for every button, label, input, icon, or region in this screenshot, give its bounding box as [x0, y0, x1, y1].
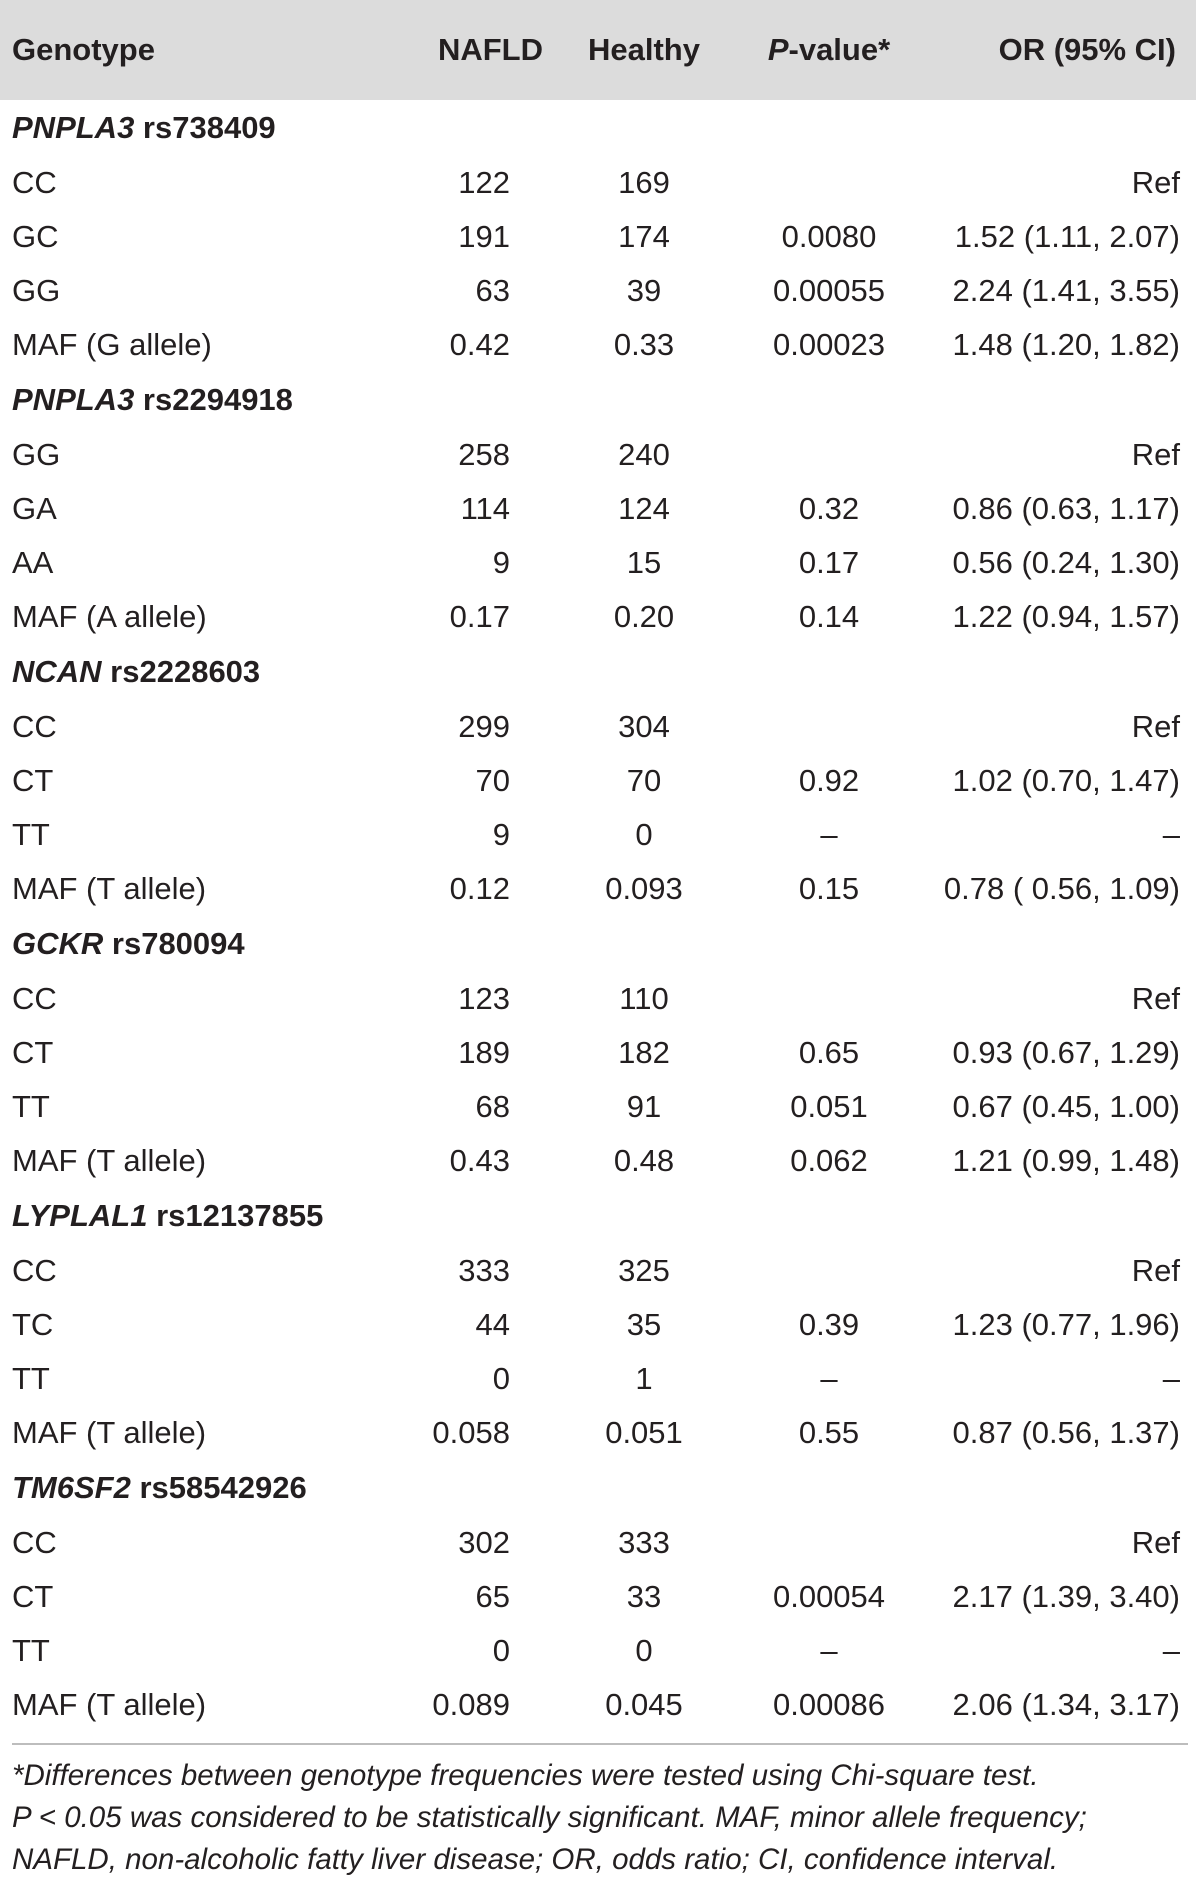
- snp-id: rs12137855: [147, 1198, 324, 1233]
- nafld-cell: 0.17: [449, 599, 510, 634]
- pvalue-cell: 0.32: [798, 491, 860, 526]
- pvalue-cell: 0.39: [798, 1307, 860, 1342]
- header-healthy: Healthy: [588, 32, 700, 67]
- section-header-row: [0, 1188, 1196, 1244]
- nafld-cell: 63: [475, 273, 510, 308]
- section-header-row: [0, 100, 1196, 156]
- nafld-cell: 70: [475, 763, 510, 798]
- pvalue-cell: 0.55: [798, 1415, 860, 1450]
- table-row: [0, 428, 1196, 482]
- healthy-cell: 0.093: [605, 871, 683, 906]
- or-cell: 1.23 (0.77, 1.96): [952, 1307, 1180, 1342]
- healthy-cell: 15: [626, 545, 662, 580]
- pvalue-cell: 0.14: [798, 599, 860, 634]
- table-row: [0, 1352, 1196, 1406]
- gene-name: PNPLA3: [12, 382, 135, 417]
- genotype-cell: MAF (A allele): [12, 599, 207, 634]
- healthy-cell: 333: [618, 1525, 670, 1560]
- table-row: [0, 156, 1196, 210]
- or-cell: 1.22 (0.94, 1.57): [952, 599, 1180, 634]
- genotype-cell: CC: [12, 1253, 57, 1288]
- or-cell: 1.52 (1.11, 2.07): [954, 219, 1180, 254]
- nafld-cell: 333: [458, 1253, 510, 1288]
- genotype-cell: TC: [12, 1307, 54, 1342]
- or-cell: 0.56 (0.24, 1.30): [952, 545, 1180, 580]
- genotype-cell: TT: [12, 1361, 50, 1396]
- genotype-cell: GA: [12, 491, 57, 526]
- section-title: [0, 1188, 1196, 1244]
- or-cell: Ref: [1131, 981, 1180, 1016]
- section-header-row: [0, 372, 1196, 428]
- table-body: [0, 100, 1196, 1732]
- nafld-cell: 0.42: [449, 327, 510, 362]
- nafld-cell: 302: [458, 1525, 510, 1560]
- healthy-cell: 110: [619, 981, 669, 1016]
- gene-name: GCKR: [12, 926, 104, 961]
- healthy-cell: 182: [618, 1035, 670, 1070]
- table-row: [0, 862, 1196, 916]
- genotype-cell: TT: [12, 817, 50, 852]
- healthy-cell: 91: [626, 1089, 662, 1124]
- or-cell: 0.67 (0.45, 1.00): [952, 1089, 1180, 1124]
- or-cell: Ref: [1131, 165, 1180, 200]
- table-row: [0, 318, 1196, 372]
- nafld-cell: 189: [458, 1035, 510, 1070]
- healthy-cell: 33: [626, 1579, 662, 1614]
- healthy-cell: 304: [618, 709, 670, 744]
- nafld-cell: 9: [492, 545, 510, 580]
- table-row: [0, 1134, 1196, 1188]
- section-title: [0, 1460, 1196, 1516]
- or-cell: 1.02 (0.70, 1.47): [952, 763, 1180, 798]
- healthy-cell: 1: [635, 1361, 653, 1396]
- or-cell: Ref: [1131, 437, 1180, 472]
- table-row: [0, 754, 1196, 808]
- genotype-cell: MAF (T allele): [12, 1687, 207, 1722]
- healthy-cell: 240: [618, 437, 670, 472]
- healthy-cell: 325: [618, 1253, 670, 1288]
- table-row: [0, 1244, 1196, 1298]
- genotype-cell: AA: [12, 545, 54, 580]
- healthy-cell: 124: [618, 491, 670, 526]
- table-row: [0, 210, 1196, 264]
- table-row: [0, 590, 1196, 644]
- header-row: [0, 0, 1196, 100]
- section-title: [0, 100, 1196, 156]
- header-pvalue-rest: -value*: [788, 32, 891, 67]
- pvalue-cell: 0.00023: [772, 327, 886, 362]
- section-title: [0, 916, 1196, 972]
- genotype-cell: CT: [12, 1579, 54, 1614]
- genotype-cell: CT: [12, 763, 54, 798]
- healthy-cell: 174: [618, 219, 670, 254]
- table-header: [0, 0, 1196, 100]
- nafld-cell: 123: [458, 981, 510, 1016]
- snp-id: rs2294918: [134, 382, 293, 417]
- table-row: [0, 1624, 1196, 1678]
- gene-name: TM6SF2: [12, 1470, 131, 1505]
- genotype-cell: TT: [12, 1633, 50, 1668]
- pvalue-cell: [720, 1516, 938, 1570]
- section-header-row: [0, 916, 1196, 972]
- table-row: [0, 1080, 1196, 1134]
- pvalue-cell: [720, 428, 938, 482]
- footnote-line: NAFLD, non-alcoholic fatty liver disease; OR, odds ratio; CI, confidence interval.: [12, 1843, 1059, 1876]
- table-row: [0, 1678, 1196, 1732]
- pvalue-cell: 0.00055: [772, 273, 886, 308]
- healthy-cell: 169: [618, 165, 670, 200]
- table-row: [0, 972, 1196, 1026]
- healthy-cell: 70: [626, 763, 662, 798]
- or-cell: 2.17 (1.39, 3.40): [952, 1579, 1180, 1614]
- nafld-cell: 258: [458, 437, 510, 472]
- nafld-cell: 9: [492, 817, 510, 852]
- table-row: [0, 264, 1196, 318]
- nafld-cell: 65: [475, 1579, 510, 1614]
- nafld-cell: 0.43: [449, 1143, 510, 1178]
- header-pvalue: [720, 0, 938, 100]
- nafld-cell: 0.058: [432, 1415, 510, 1450]
- snp-id: rs738409: [134, 110, 276, 145]
- or-cell: 0.86 (0.63, 1.17): [952, 491, 1180, 526]
- pvalue-cell: 0.062: [790, 1143, 868, 1178]
- healthy-cell: 35: [626, 1307, 662, 1342]
- header-genotype: Genotype: [12, 32, 155, 67]
- pvalue-cell: –: [820, 817, 838, 852]
- section-title: [0, 644, 1196, 700]
- pvalue-cell: 0.17: [798, 545, 860, 580]
- gene-name: NCAN: [12, 654, 102, 689]
- or-cell: 0.78 ( 0.56, 1.09): [943, 871, 1180, 906]
- section-title: [0, 372, 1196, 428]
- table-row: [0, 808, 1196, 862]
- pvalue-cell: 0.92: [798, 763, 860, 798]
- pvalue-cell: 0.0080: [781, 219, 877, 254]
- nafld-cell: 299: [458, 709, 510, 744]
- header-nafld: NAFLD: [437, 32, 543, 67]
- or-cell: –: [1162, 817, 1180, 852]
- or-cell: 1.48 (1.20, 1.82): [952, 327, 1180, 362]
- healthy-cell: 0.051: [605, 1415, 683, 1450]
- nafld-cell: 0.089: [432, 1687, 510, 1722]
- healthy-cell: 0.48: [613, 1143, 675, 1178]
- table-row: [0, 700, 1196, 754]
- pvalue-cell: [720, 700, 938, 754]
- snp-id: rs780094: [103, 926, 245, 961]
- gene-name: LYPLAL1: [12, 1198, 148, 1233]
- or-cell: 1.21 (0.99, 1.48): [952, 1143, 1180, 1178]
- or-cell: 0.93 (0.67, 1.29): [952, 1035, 1180, 1070]
- genotype-cell: CT: [12, 1035, 54, 1070]
- genotype-cell: MAF (T allele): [12, 1143, 207, 1178]
- or-cell: –: [1162, 1633, 1180, 1668]
- nafld-cell: 122: [458, 165, 510, 200]
- healthy-cell: 0.33: [613, 327, 675, 362]
- nafld-cell: 68: [475, 1089, 510, 1124]
- or-cell: 2.06 (1.34, 3.17): [952, 1687, 1180, 1722]
- or-cell: Ref: [1131, 1253, 1180, 1288]
- table-row: [0, 1298, 1196, 1352]
- section-header-row: [0, 1460, 1196, 1516]
- healthy-cell: 0: [635, 817, 653, 852]
- table-row: [0, 482, 1196, 536]
- healthy-cell: 0.20: [613, 599, 675, 634]
- section-header-row: [0, 644, 1196, 700]
- nafld-cell: 114: [460, 491, 510, 526]
- genotype-cell: TT: [12, 1089, 50, 1124]
- header-pvalue-italic: P: [767, 32, 789, 67]
- footnote-line: *Differences between genotype frequencies were tested using Chi-square test.: [12, 1759, 1039, 1792]
- genotype-cell: MAF (T allele): [12, 1415, 207, 1450]
- gene-name: PNPLA3: [12, 110, 135, 145]
- genotype-cell: CC: [12, 981, 57, 1016]
- nafld-cell: 44: [475, 1307, 510, 1342]
- pvalue-cell: –: [820, 1361, 838, 1396]
- table-row: [0, 1570, 1196, 1624]
- genotype-cell: GG: [12, 273, 61, 308]
- pvalue-cell: 0.00086: [772, 1687, 886, 1722]
- pvalue-cell: 0.051: [790, 1089, 868, 1124]
- pvalue-cell: –: [820, 1633, 838, 1668]
- or-cell: Ref: [1131, 1525, 1180, 1560]
- healthy-cell: 0.045: [605, 1687, 683, 1722]
- or-cell: –: [1162, 1361, 1180, 1396]
- or-cell: 0.87 (0.56, 1.37): [952, 1415, 1180, 1450]
- genotype-cell: CC: [12, 709, 57, 744]
- or-cell: 2.24 (1.41, 3.55): [952, 273, 1180, 308]
- or-cell: Ref: [1131, 709, 1180, 744]
- snp-id: rs58542926: [130, 1470, 307, 1505]
- nafld-cell: 0.12: [449, 871, 510, 906]
- header-or: OR (95% CI): [998, 32, 1176, 67]
- pvalue-cell: [720, 972, 938, 1026]
- pvalue-cell: [720, 1244, 938, 1298]
- nafld-cell: 191: [458, 219, 510, 254]
- genotype-cell: MAF (G allele): [12, 327, 212, 362]
- pvalue-cell: 0.00054: [772, 1579, 886, 1614]
- genotype-cell: CC: [12, 165, 57, 200]
- healthy-cell: 39: [626, 273, 662, 308]
- table-row: [0, 1516, 1196, 1570]
- pvalue-cell: [720, 156, 938, 210]
- footnote-line: P < 0.05 was considered to be statistically significant. MAF, minor allele frequency;: [12, 1801, 1087, 1834]
- pvalue-cell: 0.15: [798, 871, 860, 906]
- genotype-cell: GG: [12, 437, 61, 472]
- genotype-cell: MAF (T allele): [12, 871, 207, 906]
- genotype-cell: CC: [12, 1525, 57, 1560]
- table-footnote: [12, 1743, 1188, 1881]
- table-row: [0, 1026, 1196, 1080]
- genotype-cell: GC: [12, 219, 59, 254]
- table-row: [0, 1406, 1196, 1460]
- nafld-cell: 0: [492, 1361, 510, 1396]
- pvalue-cell: 0.65: [798, 1035, 860, 1070]
- healthy-cell: 0: [635, 1633, 653, 1668]
- snp-id: rs2228603: [101, 654, 261, 689]
- nafld-cell: 0: [492, 1633, 510, 1668]
- table-row: [0, 536, 1196, 590]
